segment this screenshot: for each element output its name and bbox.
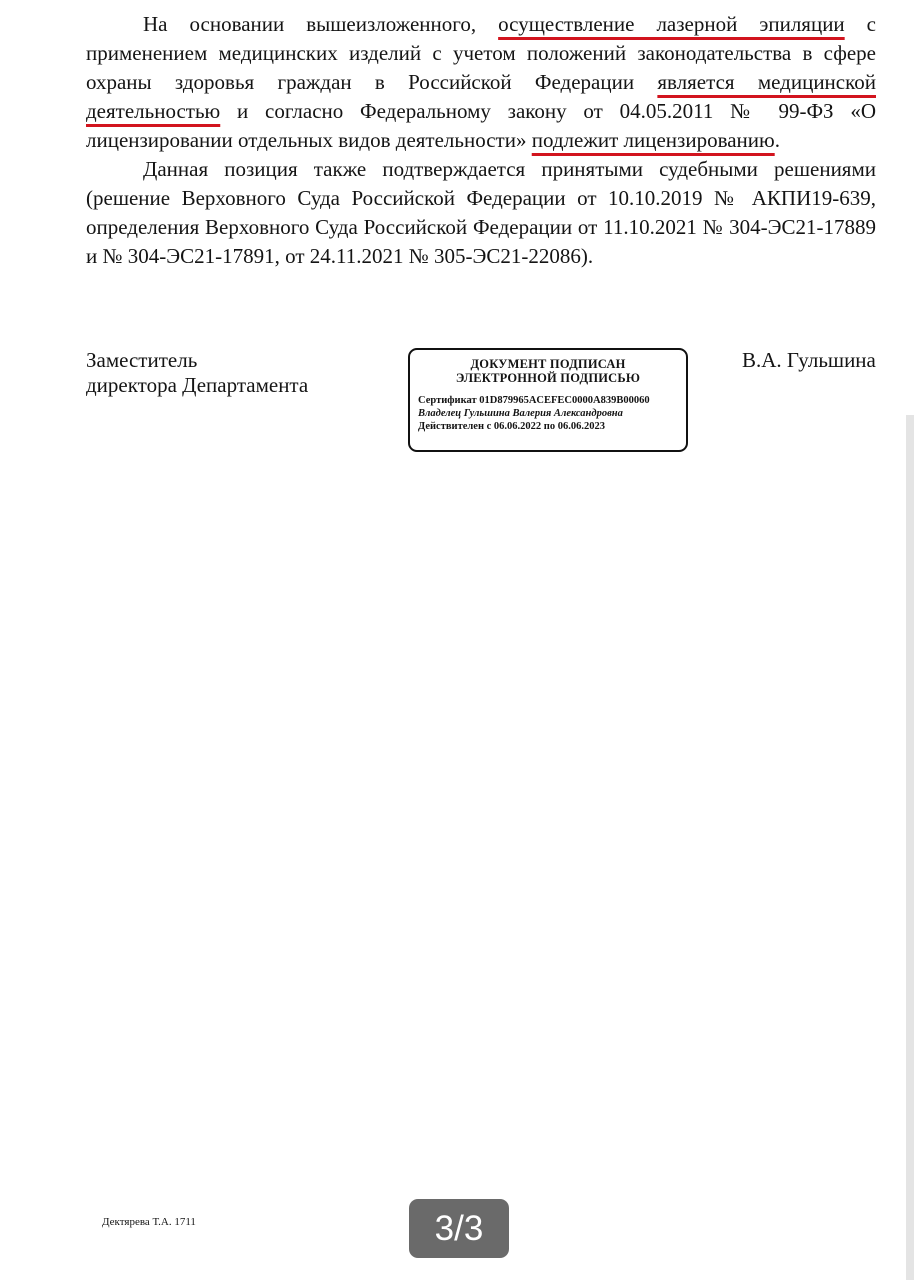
stamp-title-line2: ЭЛЕКТРОННОЙ ПОДПИСЬЮ	[455, 371, 641, 385]
executor-note: Дектярева Т.А. 1711	[102, 1216, 196, 1228]
stamp-validity: Действителен с 06.06.2022 по 06.06.2023	[418, 421, 605, 432]
underlined-phrase: подлежит лицензированию	[531, 128, 775, 152]
stamp-certificate: Сертификат 01D879965ACEFEC0000A839B00060	[418, 395, 650, 406]
underlined-phrase: осуществление лазерной эпиляции	[498, 12, 845, 36]
text-segment: с применением медицинских изделий с учетом положений законодательства в сфере охраны здоровья граждан в Российской Федерации	[86, 12, 876, 94]
signatory-position	[86, 348, 308, 398]
signatory-position-line1: Заместитель	[86, 348, 198, 372]
stamp-title-line1: ДОКУМЕНТ ПОДПИСАН	[470, 357, 626, 371]
signatory-position-line2: директора Департамента	[86, 373, 309, 397]
electronic-signature-stamp	[408, 348, 688, 452]
signatory-name: В.А. Гульшина	[742, 348, 876, 372]
stamp-title	[418, 357, 686, 385]
text-segment: и согласно Федеральному закону от 04.05.2011 № 99-ФЗ «О лицензировании отдельных видов деятельности»	[86, 99, 876, 152]
letter-body	[86, 10, 876, 271]
paragraph-conclusion	[86, 10, 876, 155]
underlined-phrase: является медицинской деятельностью	[86, 70, 876, 123]
text-segment: На основании вышеизложенного,	[143, 12, 499, 36]
stamp-details	[418, 394, 686, 433]
text-segment: .	[774, 128, 780, 152]
stamp-owner: Владелец Гульшина Валерия Александровна	[418, 408, 623, 419]
paragraph-court-decisions: Данная позиция также подтверждается принятыми судебными решениями (решение Верховного Суда Российской Федерации от 10.10.2019 № АКПИ19-639, определения Верховного Суда Российской Федерации от 11.10.2021 № 304-ЭС21-17889 и № 304-ЭС21-17891, от 24.11.2021 № 305-ЭС21-22086).	[86, 157, 876, 268]
scrollbar[interactable]	[906, 415, 914, 1280]
page-indicator: 3/3	[409, 1199, 509, 1258]
